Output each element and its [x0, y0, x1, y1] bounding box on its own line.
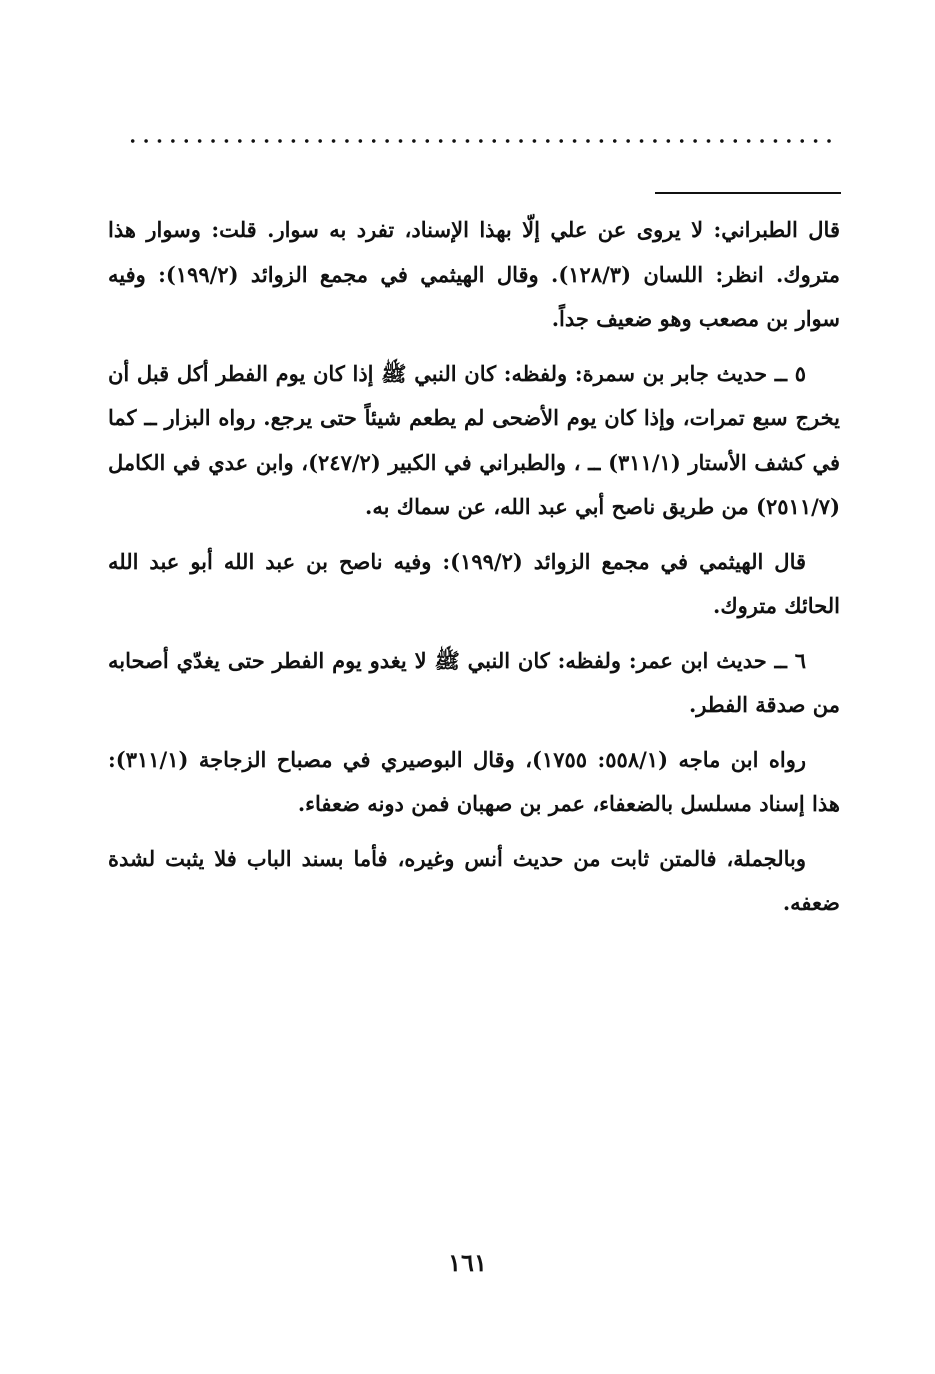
footnote-rule: [655, 192, 841, 194]
paragraph-tabarani: قال الطبراني: لا يروى عن علي إلّا بهذا الإسناد، تفرد به سوار. قلت: وسوار هذا متروك. انظر: اللسان (١٢٨/٣). وقال الهيثمي في مجمع الزوائد (١٩٩/٢): وفيه سوار بن مصعب وهو ضعيف جداً.: [108, 217, 840, 331]
page-number: ١٦١: [448, 1248, 487, 1277]
footnote-text: [108, 208, 840, 936]
paragraph-ibn-majah: رواه ابن ماجه (٥٥٨/١: ١٧٥٥)، وقال البوصيري في مصباح الزجاجة (٣١١/١): هذا إسناد مسلسل بالضعفاء، عمر بن صهبان فمن دونه ضعفاء.: [108, 746, 840, 816]
paragraph-hadith-ibn-umar: ٦ ــ حديث ابن عمر: ولفظه: كان النبي ﷺ لا يغدو يوم الفطر حتى يغدّي أصحابه من صدقة الفطر.: [108, 647, 840, 717]
dotted-separator: [126, 138, 840, 144]
paragraph-conclusion: وبالجملة، فالمتن ثابت من حديث أنس وغيره، فأما بسند الباب فلا يثبت لشدة ضعفه.: [108, 845, 840, 915]
paragraph-haythami: قال الهيثمي في مجمع الزوائد (١٩٩/٢): وفيه ناصح بن عبد الله أبو عبد الله الحائك متروك.: [108, 548, 840, 618]
paragraph-hadith-jabir: ٥ ــ حديث جابر بن سمرة: ولفظه: كان النبي ﷺ إذا كان يوم الفطر أكل قبل أن يخرج سبع تمرات، وإذا كان يوم الأضحى لم يطعم شيئاً حتى يرجع. رواه البزار ــ كما في كشف الأستار (٣١١/١) ــ ، والطبراني في الكبير (٢٤٧/٢)، وابن عدي في الكامل (٢٥١١/٧) من طريق ناصح أبي عبد الله، عن سماك به.: [108, 360, 840, 519]
